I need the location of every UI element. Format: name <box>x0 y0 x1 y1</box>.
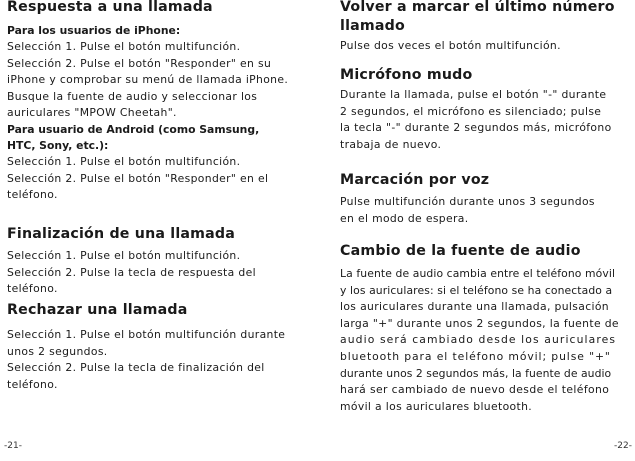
text-line: Selección 2. Pulse la tecla de respuesta del <box>7 265 256 279</box>
section-redial <box>340 0 630 55</box>
text-line: Selección 1. Pulse el botón multifunción. <box>7 249 241 262</box>
text-line: La fuente de audio cambia entre el teléfono móvil <box>340 267 616 280</box>
text-line: trabaja de nuevo. <box>340 137 442 151</box>
iphone-instructions <box>7 23 297 204</box>
page-number-left: -21- <box>4 441 22 451</box>
text-line: teléfono. <box>7 188 58 202</box>
text-line: Selección 1. Pulse el botón multifunción durante <box>7 328 286 341</box>
section-answer-call <box>7 0 297 17</box>
page-number-right: -22- <box>614 441 632 451</box>
text-line: Pulse multifunción durante unos 3 segundos <box>340 195 595 208</box>
text-line: Busque la fuente de audio y seleccionar los <box>7 89 258 103</box>
section-voice-dial <box>340 171 630 227</box>
android-heading <box>7 122 297 154</box>
heading-line: Para usuario de Android (como Samsung, <box>7 122 260 136</box>
text-line: bluetooth para el teléfono móvil; pulse "+" <box>340 349 611 363</box>
text-line: auriculares "MPOW Cheetah". <box>7 106 177 120</box>
section-mute <box>340 66 630 153</box>
text-line: Selección 2. Pulse el botón "Responder" en su <box>7 56 272 70</box>
section-title: Marcación por voz <box>340 172 490 188</box>
text-line: Selección 2. Pulse la tecla de finalización del <box>7 361 265 375</box>
iphone-heading: Para los usuarios de iPhone: <box>7 24 181 37</box>
section-end-call <box>7 225 297 298</box>
text-line: unos 2 segundos. <box>7 344 108 358</box>
text-line: la tecla "-" durante 2 segundos más, micrófono <box>340 121 612 135</box>
text-line: Pulse dos veces el botón multifunción. <box>340 39 561 52</box>
section-title: Respuesta a una llamada <box>7 0 213 15</box>
section-title: Finalización de una llamada <box>7 226 236 242</box>
text-line: iPhone y comprobar su menú de llamada iPhone. <box>7 73 289 87</box>
text-line: audio será cambiado desde los auriculares <box>340 333 617 347</box>
text-line: los auriculares durante una llamada, pulsación <box>340 300 609 314</box>
section-title: Rechazar una llamada <box>7 302 188 318</box>
text-line: larga "+" durante unos 2 segundos, la fuente de <box>340 316 619 330</box>
section-audio-switch <box>340 242 630 415</box>
text-line: durante unos 2 segundos más, la fuente de audio <box>340 366 612 380</box>
text-line: 2 segundos, el micrófono es silenciado; pulse <box>340 104 602 118</box>
section-reject-call <box>7 301 297 393</box>
heading-line: HTC, Sony, etc.): <box>7 138 109 152</box>
text-line: teléfono. <box>7 282 58 296</box>
section-title: Micrófono mudo <box>340 67 473 83</box>
title-line: Volver a marcar el último número <box>340 0 615 15</box>
text-line: en el modo de espera. <box>340 211 469 225</box>
text-line: Selección 1. Pulse el botón multifunción. <box>7 40 241 53</box>
title-line: llamado <box>340 18 405 34</box>
section-title <box>340 0 630 36</box>
text-line: teléfono. <box>7 377 58 391</box>
text-line: móvil a los auriculares bluetooth. <box>340 399 533 413</box>
text-line: Durante la llamada, pulse el botón "-" durante <box>340 88 607 101</box>
text-line: y los auriculares: si el teléfono se ha conectado a <box>340 283 613 297</box>
text-line: hará ser cambiado de nuevo desde el teléfono <box>340 383 610 397</box>
text-line: Selección 2. Pulse el botón "Responder" en el <box>7 171 269 185</box>
section-title: Cambio de la fuente de audio <box>340 243 581 259</box>
text-line: Selección 1. Pulse el botón multifunción. <box>7 154 241 168</box>
